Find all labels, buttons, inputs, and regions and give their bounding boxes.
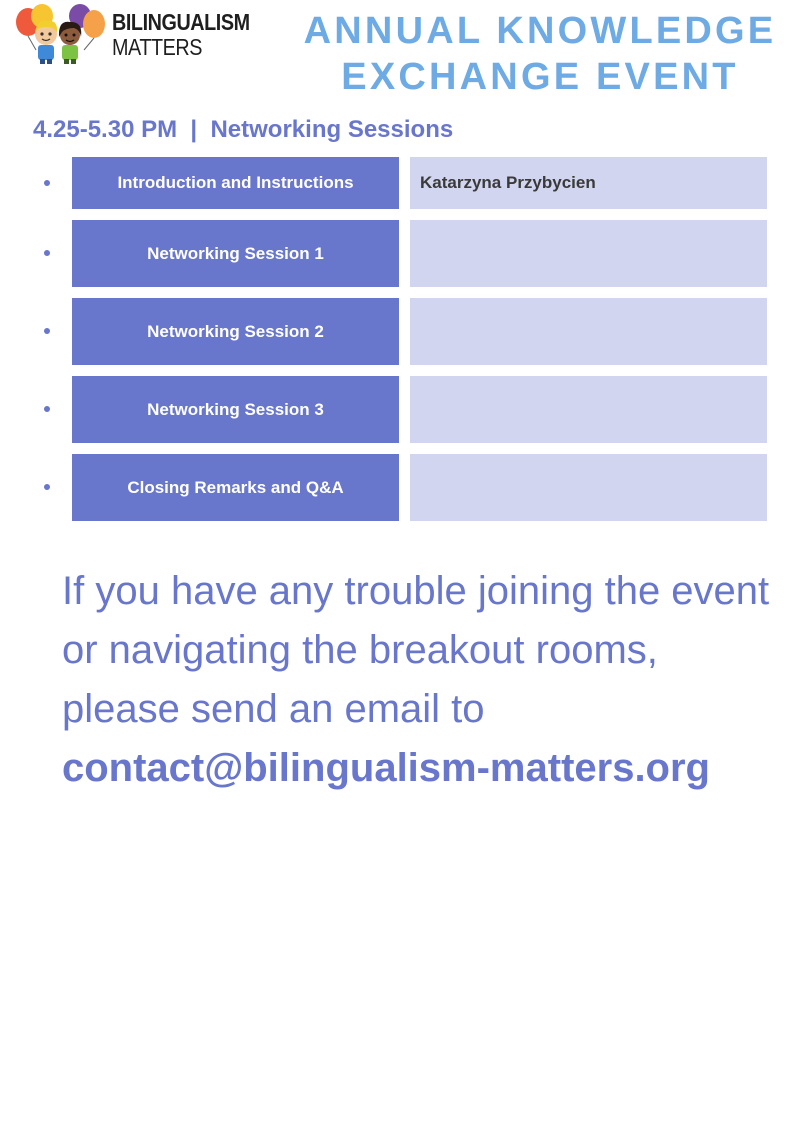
session-title: Introduction and Instructions (72, 157, 399, 209)
agenda-row (0, 157, 800, 209)
bilingualism-matters-logo-icon (14, 4, 110, 68)
title-line-1: ANNUAL KNOWLEDGE (303, 10, 777, 52)
logo-line-1: BILINGUALISM (112, 9, 250, 35)
speaker-name (410, 298, 767, 365)
page-title (290, 8, 790, 100)
bullet-icon (44, 180, 50, 186)
bullet-icon (44, 484, 50, 490)
help-message (62, 562, 772, 798)
title-line-2: EXCHANGE EVENT (341, 56, 739, 98)
speaker-name (410, 454, 767, 521)
agenda-row (0, 220, 800, 287)
agenda-row (0, 298, 800, 365)
session-title: Closing Remarks and Q&A (72, 454, 399, 521)
speaker-name: Katarzyna Przybycien (410, 157, 767, 209)
logo (14, 4, 284, 68)
logo-text (112, 11, 272, 59)
session-title: Networking Session 1 (72, 220, 399, 287)
contact-email-link[interactable]: contact@bilingualism-matters.org (62, 746, 710, 790)
session-title: Networking Session 2 (72, 298, 399, 365)
bullet-icon (44, 406, 50, 412)
bullet-icon (44, 250, 50, 256)
logo-line-2: MATTERS (112, 34, 203, 60)
speaker-name (410, 376, 767, 443)
bullet-icon (44, 328, 50, 334)
section-heading: 4.25-5.30 PM | Networking Sessions (33, 116, 454, 143)
speaker-name (410, 220, 767, 287)
help-text: If you have any trouble joining the event or navigating the breakout rooms, please send an email to (62, 569, 770, 731)
session-title: Networking Session 3 (72, 376, 399, 443)
agenda-row (0, 454, 800, 521)
agenda-row (0, 376, 800, 443)
